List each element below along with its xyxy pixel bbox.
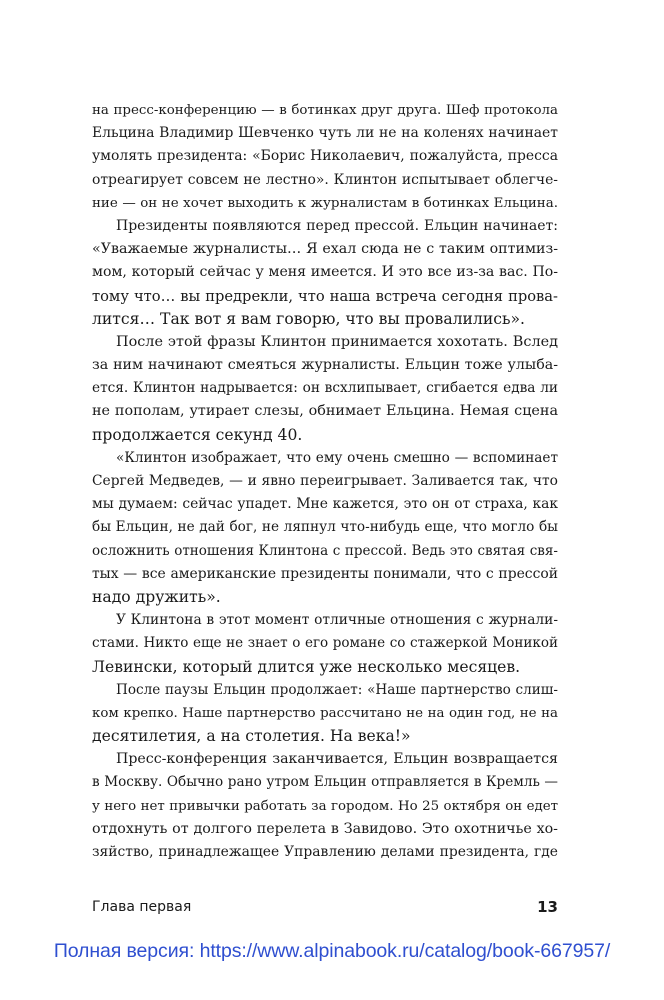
text-line: надо дружить». [92,587,221,606]
text-line: Сергей Медведев, — и явно переигрывает. Заливается так, что [92,473,558,489]
text-line: десятилетия, а на столетия. На века!» [92,727,411,746]
page-number: 13 [537,898,558,916]
text-line: стами. Никто еще не знает о его романе со стажеркой Моникой [92,635,558,652]
text-line: бы Ельцин, не дай бог, не ляпнул что-нибудь еще, что могло бы [92,519,558,536]
text-line: ется. Клинтон надрывается: он всхлипывает, сгибается едва ли [92,380,558,397]
text-line: отреагирует совсем не лестно». Клинтон испытывает облегче- [92,171,558,188]
text-line: в Москву. Обычно рано утром Ельцин отправляется в Кремль — [92,774,558,791]
chapter-label: Глава первая [92,899,192,915]
text-line: у него нет привычки работать за городом. Но 25 октября он едет [92,798,558,814]
text-line: Пресс-конференция заканчивается, Ельцин возвращается [116,751,558,768]
text-line: Президенты появляются перед прессой. Ельцин начинает: [116,217,558,234]
full-version-link[interactable]: Полная версия: https://www.alpinabook.ru/catalog/book-667957/ [53,940,611,962]
text-line: осложнить отношения Клинтона с прессой. Ведь это святая свя- [92,542,558,559]
text-line: Левински, который длится уже несколько месяцев. [92,657,521,676]
text-line: лится… Так вот я вам говорю, что вы провалились». [92,309,525,328]
text-line: на пресс-конференцию — в ботинках друг друга. Шеф протокола [92,103,558,118]
text-line: Ельцина Владимир Шевченко чуть ли не на коленях начинает [92,125,558,142]
text-line: умолять президента: «Борис Николаевич, пожалуйста, пресса [92,148,558,165]
text-line: за ним начинают смеяться журналисты. Ельцин тоже улыба- [92,357,558,374]
text-line: тых — все американские президенты понимали, что с прессой [92,565,558,582]
text-line: ние — он не хочет выходить к журналистам в ботинках Ельцина. [92,195,558,211]
text-line: мы думаем: сейчас упадет. Мне кажется, это он от страха, как [92,496,558,513]
text-line: продолжается секунд 40. [92,425,303,444]
text-line: тому что… вы предрекли, что наша встреча сегодня прова- [92,287,558,305]
text-line: После этой фразы Клинтон принимается хохотать. Вслед [116,333,558,350]
text-line: не пополам, утирает слезы, обнимает Ельцина. Немая сцена [92,403,558,420]
text-line: мом, который сейчас у меня имеется. И это все из-за вас. По- [92,264,558,281]
text-line: После паузы Ельцин продолжает: «Наше партнерство слиш- [116,681,558,698]
book-page-text [92,99,558,864]
text-line: ком крепко. Наше партнерство рассчитано не на один год, не на [92,705,558,721]
text-line: «Клинтон изображает, что ему очень смешно — вспоминает [116,449,558,466]
text-line: «Уважаемые журналисты… Я ехал сюда не с таким оптимиз- [92,241,558,258]
text-line: отдохнуть от долгого перелета в Завидово. Это охотничье хо- [92,820,558,837]
text-line: У Клинтона в этот момент отличные отношения с журнали- [116,612,558,629]
text-line: зяйство, принадлежащее Управлению делами президента, где [92,844,558,860]
